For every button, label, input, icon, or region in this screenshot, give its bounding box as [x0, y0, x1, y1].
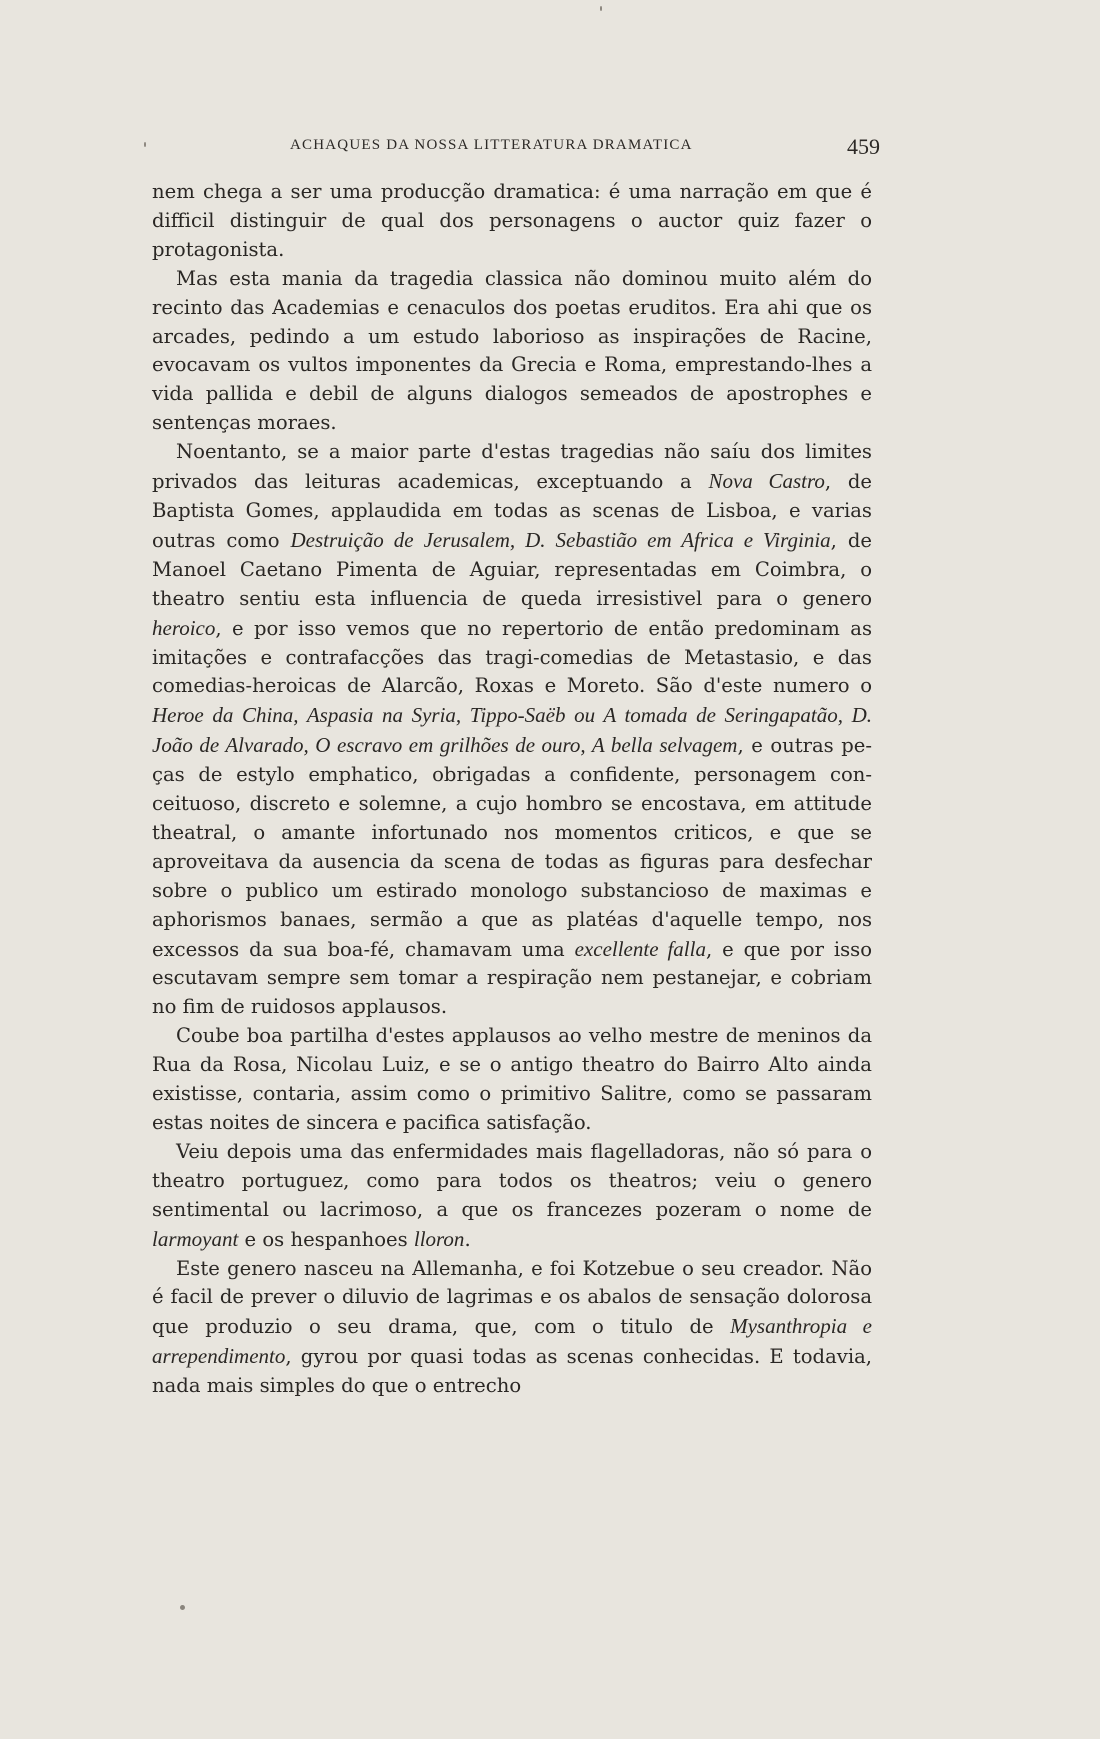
text-run: , de Manoel Caetano Pimenta de Aguiar, representadas em Coimbra, o theatro sentiu esta influencia de queda irresistivel para o genero	[152, 528, 872, 610]
body-text	[152, 178, 872, 1401]
text-run: , gyrou por quasi todas as scenas conhecidas. E todavia, nada mais simples do que o entrecho	[152, 1345, 872, 1398]
paragraph-3	[152, 438, 872, 1022]
italic-title: Mysanthropia e arrependimento	[152, 1314, 872, 1369]
paragraph-2	[152, 265, 872, 438]
paragraph-1	[152, 178, 872, 265]
paragraph-5	[152, 1138, 872, 1255]
paper-speck	[600, 6, 602, 11]
italic-title: Heroe da China, Aspasia na Syria, Tippo-Saëb ou A tomada de Seringapatão, D. João de Alvarado, O escravo em grilhões de ouro, A bella selvagem	[152, 703, 872, 758]
italic-word: lloron	[413, 1226, 465, 1251]
running-title: ACHAQUES DA NOSSA LITTERATURA DRAMATICA	[290, 137, 693, 153]
page-header	[150, 134, 880, 162]
text-run: , e que por isso escutavam sempre sem tomar a respiração nem pestanejar, e cobriam no fim de ruidosos applausos.	[152, 937, 873, 1019]
paper-speck	[180, 1605, 185, 1610]
text-run: Noentanto, se a maior parte d'estas tragedias não saíu dos limites privados das leituras academicas, exceptuando a	[152, 440, 872, 494]
text-run: .	[464, 1227, 471, 1251]
italic-word: excellente falla	[574, 936, 706, 961]
italic-word: larmoyant	[152, 1226, 239, 1251]
italic-title: Destruição de Jerusalem, D. Sebastião em Africa e Virginia	[290, 527, 831, 552]
text-run: , e outras peças de estylo emphatico, obrigadas a confidente, personagem conceituoso, discreto e solemne, a cujo hombro se encostava, em attitude theatral, o amante infortunado nos momentos criticos, e que se aproveitava da ausencia da scena de todas as figuras para desfechar sobre o publico um estirado monologo substancioso de maximas e aphorismos banaes, sermão a que as platéas d'aquelle tempo, nos excessos da sua boa-fé, chamavam uma	[152, 734, 872, 961]
text-run: Veiu depois uma das enfermidades mais flagelladoras, não só para o theatro portuguez, como para todos os theatros; veiu o genero sentimental ou lacrimoso, a que os francezes pozeram o nome de	[152, 1139, 872, 1221]
text-run: Mas esta mania da tragedia classica não dominou muito além do recinto das Academias e cenaculos dos poetas eruditos. Era ahi que os arcades, pedindo a um estudo laborioso as inspirações de Racine, evocavam os vultos imponentes da Grecia e Roma, emprestando-lhes a vida pallida e debil de alguns dialogos semeados de apostrophes e sentenças moraes.	[152, 266, 872, 435]
text-run: Coube boa partilha d'estes applausos ao velho mestre de meninos da Rua da Rosa, Nicolau Luiz, e se o antigo theatro do Bairro Alto ainda existisse, contaria, assim como o primitivo Salitre, como se passaram estas noites de sincera e pacifica satisfação.	[152, 1024, 872, 1134]
italic-word: heroico	[152, 615, 216, 640]
text-run: e os hespanhoes	[238, 1227, 414, 1251]
text-run: , e por isso vemos que no repertorio de então predominam as imitações e contrafacções das tragi-comedias de Metastasio, e das comedias-heroicas de Alarcão, Roxas e Moreto. São d'este numero o	[152, 616, 872, 698]
paragraph-6	[152, 1255, 872, 1402]
text-run: , de Baptista Gomes, applaudida em todas as scenas de Lisboa, e varias outras como	[152, 470, 872, 552]
italic-title: Nova Castro	[708, 469, 825, 494]
page-number: 459	[847, 134, 880, 159]
text-run: Este genero nasceu na Allemanha, e foi Kotzebue o seu creador. Não é facil de prever o diluvio de lagrimas e os abalos de sensação dolorosa que produzio o seu drama, que, com o titulo de	[152, 1256, 872, 1339]
paper-speck	[144, 142, 146, 147]
text-run: nem chega a ser uma producção dramatica: é uma narração em que é difficil distinguir de qual dos personagens o auctor quiz fazer o protagonista.	[152, 180, 872, 261]
paragraph-4	[152, 1022, 872, 1138]
